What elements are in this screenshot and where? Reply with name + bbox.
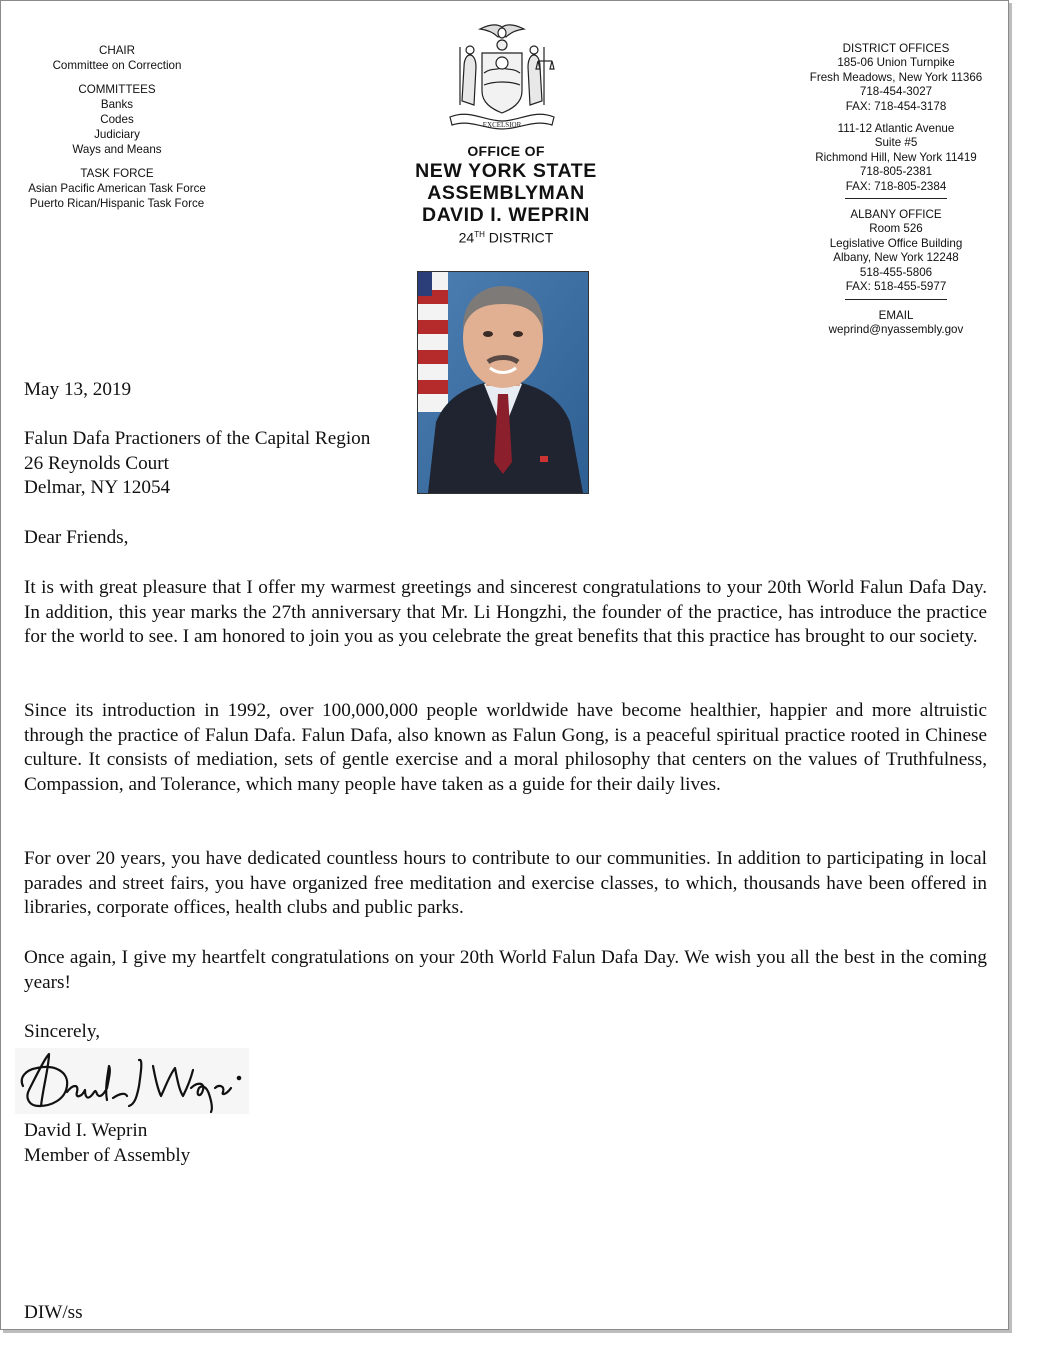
signer-block: [24, 1119, 987, 1168]
signer-title: Member of Assembly: [24, 1144, 191, 1166]
committee-item: Judiciary: [94, 128, 140, 141]
chair-committee: Committee on Correction: [52, 59, 182, 72]
letter-paragraph: It is with great pleasure that I offer my warmest greetings and sincerest congratulations to your 20th World Falun Dafa Day. In addition, this year marks the 27th anniversary that Mr. Li Hongzhi, the founder of the practice, has introduce the practice for the world to see. I am honored to join you as you celebrate the great benefits that this practice has brought to our society.: [24, 577, 987, 648]
chair-label: CHAIR: [98, 44, 136, 57]
signer-name: David I. Weprin: [24, 1120, 148, 1141]
task-force-item: Puerto Rican/Hispanic Task Force: [29, 197, 205, 210]
address-line: Room 526: [869, 222, 923, 236]
address-line: Albany, New York 12248: [833, 251, 959, 265]
recipient-line: Delmar, NY 12054: [24, 477, 171, 499]
email-label: EMAIL: [878, 308, 914, 322]
header-line-title: ASSEMBLYMAN: [427, 182, 585, 204]
recipient-line: Falun Dafa Practioners of the Capital Region: [24, 428, 371, 449]
letter-paragraph: Once again, I give my heartfelt congratulations on your 20th World Falun Dafa Day. We wish you all the best in the coming years!: [24, 947, 987, 993]
district-label: 24TH DISTRICT: [458, 229, 554, 246]
address-line: Fresh Meadows, New York 11366: [809, 70, 983, 84]
task-force-label: TASK FORCE: [80, 167, 154, 180]
office-addresses: [791, 42, 1001, 337]
fax-line: FAX: 718-454-3178: [845, 99, 947, 113]
header-line-name: DAVID I. WEPRIN: [422, 204, 590, 226]
recipient-address: [24, 427, 414, 501]
address-line: Richmond Hill, New York 11419: [815, 150, 977, 164]
state-seal-icon: [440, 21, 564, 133]
address-line: Legislative Office Building: [829, 236, 963, 250]
fax-line: FAX: 718-805-2384: [845, 179, 947, 193]
recipient-line: 26 Reynolds Court: [24, 452, 169, 474]
office-of-label: OFFICE OF: [467, 143, 545, 159]
letter-paragraph: For over 20 years, you have dedicated countless hours to contribute to our communities. In addition to participating in local parades and street fairs, you have organized free meditation and exercise classes, to which, thousands have been offered in libraries, corporate offices, health clubs and public parks.: [24, 848, 987, 919]
fax-line: FAX: 518-455-5977: [845, 280, 947, 294]
phone-line: 518-455-5806: [859, 265, 933, 279]
signature-text: David I. Weprin: [19, 1112, 26, 1113]
divider: [845, 198, 947, 199]
district-offices-label: DISTRICT OFFICES: [842, 42, 950, 55]
header-line-state: NEW YORK STATE: [415, 160, 597, 182]
address-line: Suite #5: [874, 136, 918, 150]
task-force-item: Asian Pacific American Task Force: [28, 182, 206, 195]
typist-initials: DIW/ss: [24, 1302, 83, 1323]
salutation: Dear Friends,: [24, 527, 129, 548]
letter-paragraph: Since its introduction in 1992, over 100,000,000 people worldwide have become healthier, happier and more altruistic through the practice of Falun Dafa. Falun Dafa, also known as Falun Gong, is a peaceful spiritual practice rooted in Chinese culture. It consists of mediation, sets of gentle exercise and a moral philosophy that centers on the values of Truthfulness, Compassion, and Tolerance, which many people have taken as a guide for their daily lives.: [24, 700, 987, 796]
committee-item: Ways and Means: [72, 143, 162, 156]
letter-date: May 13, 2019: [24, 379, 132, 400]
signature-image: [15, 1048, 249, 1114]
address-line: 185-06 Union Turnpike: [837, 56, 955, 70]
committee-item: Codes: [100, 113, 134, 126]
address-line: 111-12 Atlantic Avenue: [837, 122, 955, 136]
committee-list: [11, 43, 223, 211]
closing: Sincerely,: [24, 1021, 101, 1042]
phone-line: 718-805-2381: [859, 165, 933, 179]
albany-office-label: ALBANY OFFICE: [850, 208, 942, 222]
committees-label: COMMITTEES: [78, 83, 156, 96]
committee-item: Banks: [100, 98, 134, 111]
office-header: [381, 143, 631, 247]
email-address[interactable]: weprind@nyassembly.gov: [828, 322, 964, 336]
divider: [845, 299, 947, 300]
phone-line: 718-454-3027: [859, 85, 933, 99]
seal-motto: EXCELSIOR: [482, 121, 522, 129]
